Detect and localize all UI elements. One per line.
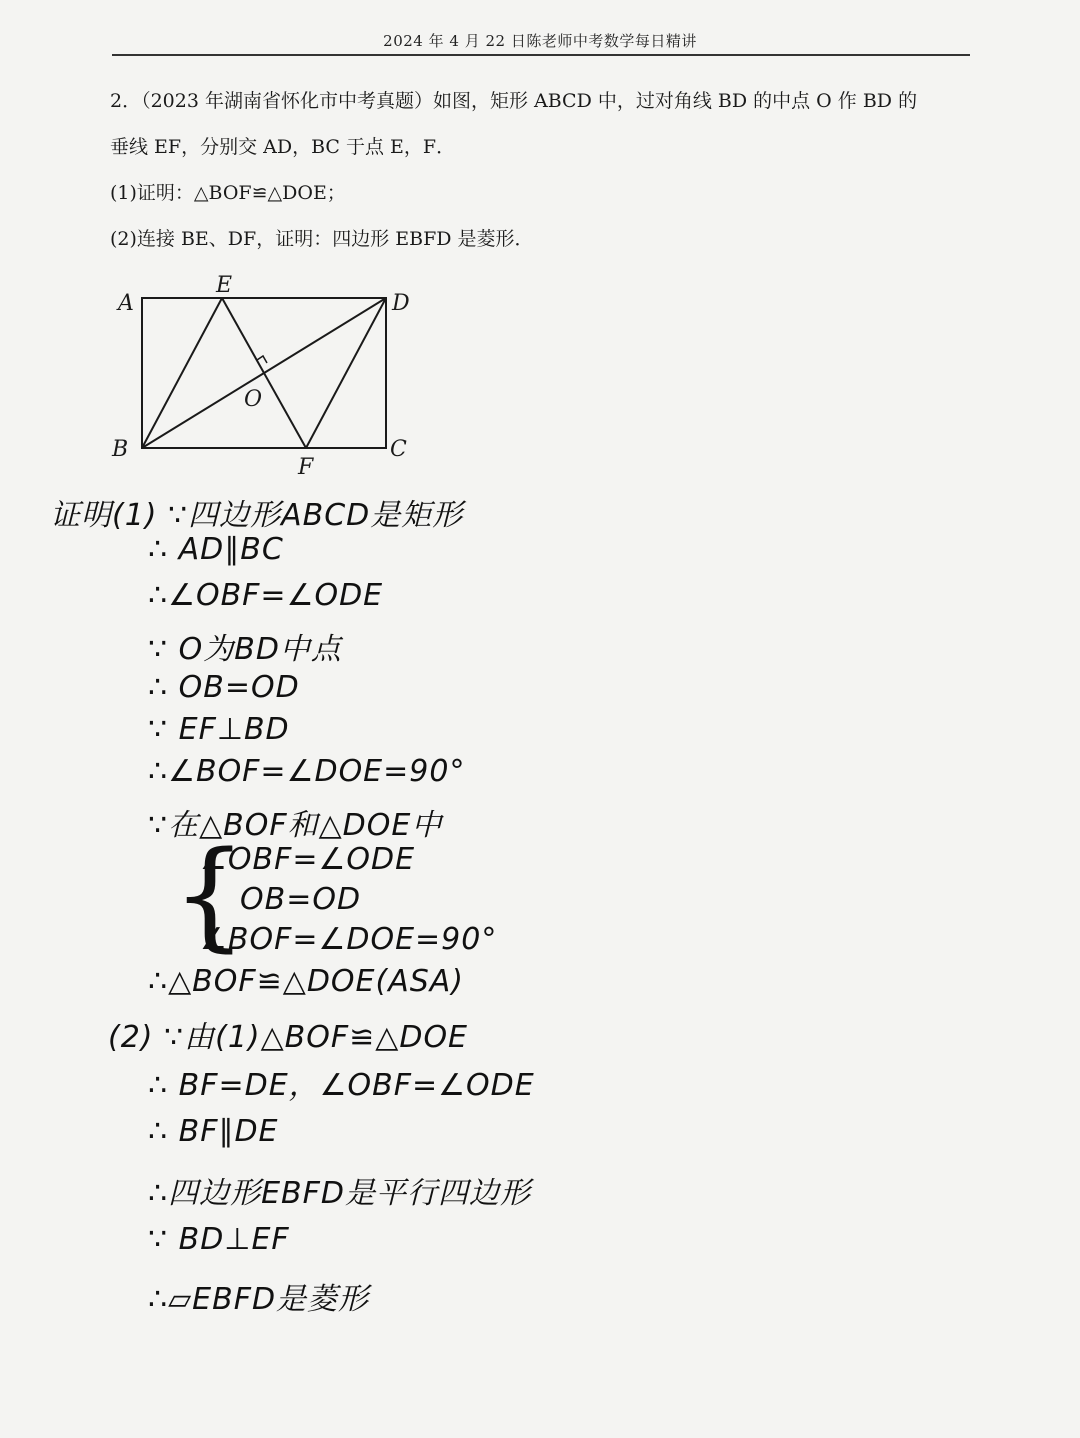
label-o: O <box>244 387 263 412</box>
problem-line-1: 2．（2023 年湖南省怀化市中考真题）如图，矩形 ABCD 中，过对角线 BD 的中点 O 作 BD 的 <box>110 90 918 112</box>
label-d: D <box>392 291 410 316</box>
label-b: B <box>112 437 129 462</box>
header-title: 2024 年 4 月 22 日陈老师中考数学每日精讲 <box>383 32 697 50</box>
solution-line: ∴▱EBFD是菱形 <box>148 1282 370 1317</box>
segment-be <box>142 298 222 448</box>
segment-fd <box>306 298 386 448</box>
solution-line: ∠OBF=∠ODE <box>200 842 416 877</box>
solution-line: ∴∠BOF=∠DOE=90° <box>148 754 466 789</box>
solution-line: ∠BOF=∠DOE=90° <box>200 922 498 957</box>
system-brace: { <box>172 825 248 963</box>
solution-line: ∴∠OBF=∠ODE <box>148 578 384 613</box>
solution-line: ∴ BF=DE，∠OBF=∠ODE <box>148 1068 535 1103</box>
solution-line: ∴ AD∥BC <box>148 532 284 567</box>
problem-part-1: (1)证明：△BOF≌△DOE； <box>110 182 346 204</box>
segment-ef <box>222 298 306 448</box>
solution-line: ∴ BF∥DE <box>148 1114 279 1149</box>
label-a: A <box>118 291 134 316</box>
solution-line: ∴ OB=OD <box>148 670 300 705</box>
solution-line: ∴△BOF≌△DOE(ASA) <box>148 964 464 999</box>
header-rule <box>112 54 970 56</box>
solution-line: 证明(1) ∵四边形ABCD是矩形 <box>50 498 464 533</box>
label-e: E <box>216 273 233 298</box>
label-c: C <box>390 437 407 462</box>
problem-part-2: (2)连接 BE、DF，证明：四边形 EBFD 是菱形． <box>110 228 534 250</box>
label-f: F <box>298 455 314 480</box>
solution-line: (2) ∵由(1)△BOF≌△DOE <box>108 1020 469 1055</box>
solution-line: ∵ BD⊥EF <box>148 1222 290 1257</box>
solution-line: ∴四边形EBFD是平行四边形 <box>148 1176 531 1211</box>
geometry-figure <box>100 262 440 482</box>
solution-line: ∵在△BOF和△DOE中 <box>148 808 443 843</box>
solution-line: OB=OD <box>240 882 362 917</box>
solution-line: ∵ O为BD中点 <box>148 632 342 667</box>
solution-line: ∵ EF⊥BD <box>148 712 290 747</box>
problem-line-2: 垂线 EF，分别交 AD，BC 于点 E，F． <box>110 136 456 158</box>
